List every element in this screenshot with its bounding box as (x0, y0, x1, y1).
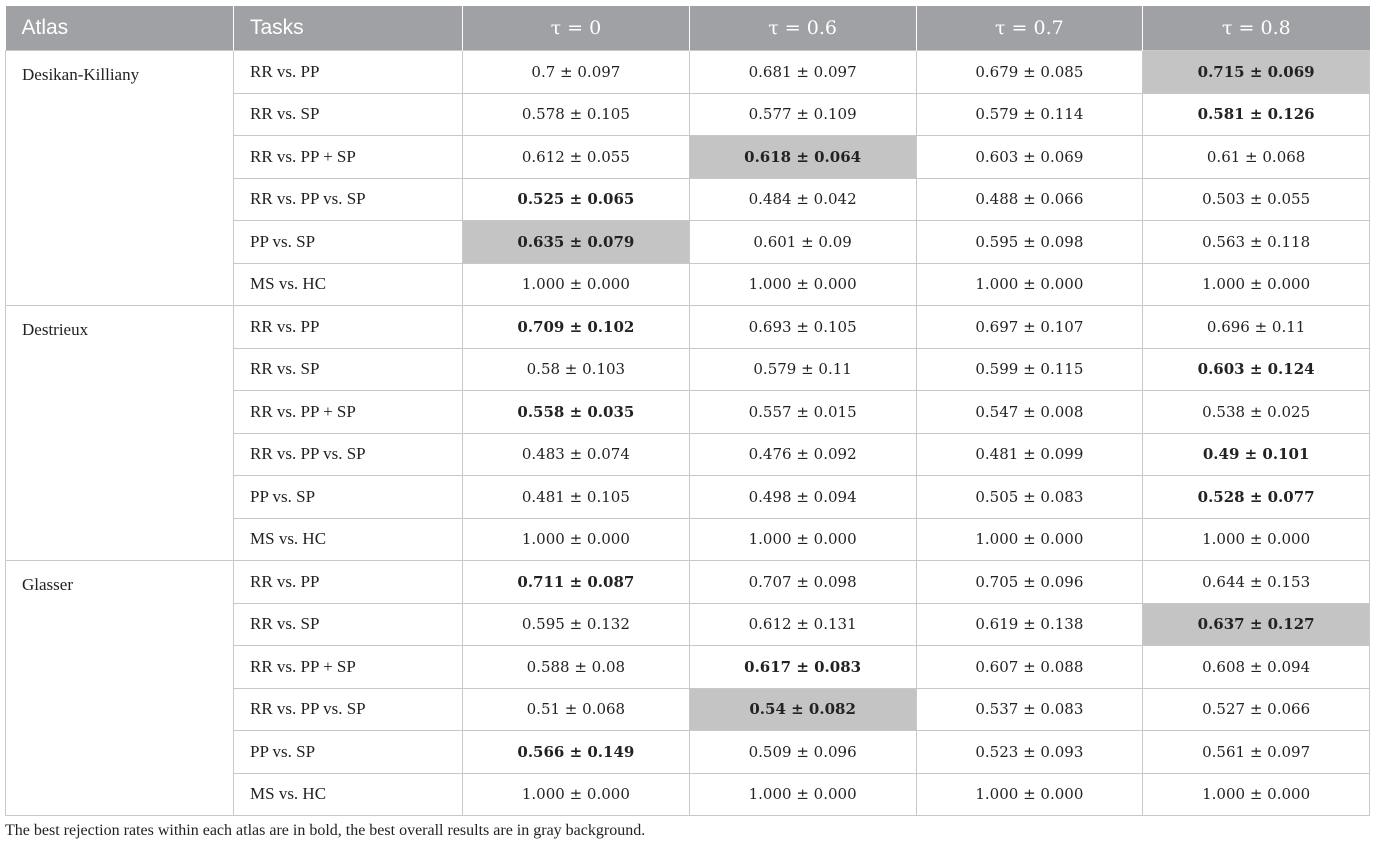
value-cell: 0.579 ± 0.114 (916, 93, 1143, 136)
value-cell: 0.579 ± 0.11 (689, 348, 916, 391)
task-cell: RR vs. SP (234, 348, 463, 391)
task-cell: RR vs. PP + SP (234, 646, 463, 689)
value-cell: 0.51 ± 0.068 (463, 688, 690, 731)
table-row (6, 306, 1370, 349)
task-cell: RR vs. SP (234, 603, 463, 646)
value-cell: 0.696 ± 0.11 (1143, 306, 1370, 349)
value-cell: 1.000 ± 0.000 (463, 518, 690, 561)
value-cell: 0.561 ± 0.097 (1143, 731, 1370, 774)
value-cell: 0.525 ± 0.065 (463, 178, 690, 221)
value-cell: 0.547 ± 0.008 (916, 391, 1143, 434)
value-cell: 0.707 ± 0.098 (689, 561, 916, 604)
value-cell: 0.503 ± 0.055 (1143, 178, 1370, 221)
value-cell: 0.527 ± 0.066 (1143, 688, 1370, 731)
task-cell: MS vs. HC (234, 773, 463, 816)
value-cell: 0.601 ± 0.09 (689, 221, 916, 264)
value-cell: 0.709 ± 0.102 (463, 306, 690, 349)
header-tau-0-6: τ = 0.6 (689, 6, 916, 51)
header-row (6, 6, 1370, 51)
header-atlas: Atlas (6, 6, 234, 51)
value-cell: 1.000 ± 0.000 (689, 518, 916, 561)
value-cell: 0.603 ± 0.069 (916, 136, 1143, 179)
value-cell: 0.595 ± 0.132 (463, 603, 690, 646)
value-cell: 0.635 ± 0.079 (463, 221, 690, 264)
value-cell: 0.61 ± 0.068 (1143, 136, 1370, 179)
value-cell: 1.000 ± 0.000 (463, 263, 690, 306)
value-cell: 0.618 ± 0.064 (689, 136, 916, 179)
value-cell: 0.523 ± 0.093 (916, 731, 1143, 774)
value-cell: 0.578 ± 0.105 (463, 93, 690, 136)
task-cell: RR vs. PP vs. SP (234, 178, 463, 221)
value-cell: 0.711 ± 0.087 (463, 561, 690, 604)
task-cell: MS vs. HC (234, 518, 463, 561)
atlas-cell: Desikan-Killiany (6, 51, 234, 306)
task-cell: PP vs. SP (234, 221, 463, 264)
results-table (5, 6, 1370, 816)
header-tasks: Tasks (234, 6, 463, 51)
value-cell: 0.603 ± 0.124 (1143, 348, 1370, 391)
value-cell: 0.566 ± 0.149 (463, 731, 690, 774)
value-cell: 0.481 ± 0.099 (916, 433, 1143, 476)
value-cell: 1.000 ± 0.000 (916, 518, 1143, 561)
task-cell: RR vs. PP (234, 306, 463, 349)
results-table-container (5, 6, 1369, 816)
task-cell: RR vs. PP (234, 561, 463, 604)
value-cell: 0.509 ± 0.096 (689, 731, 916, 774)
value-cell: 0.558 ± 0.035 (463, 391, 690, 434)
value-cell: 1.000 ± 0.000 (689, 263, 916, 306)
value-cell: 1.000 ± 0.000 (916, 773, 1143, 816)
value-cell: 0.595 ± 0.098 (916, 221, 1143, 264)
table-header (6, 6, 1370, 51)
value-cell: 0.693 ± 0.105 (689, 306, 916, 349)
value-cell: 1.000 ± 0.000 (916, 263, 1143, 306)
value-cell: 0.599 ± 0.115 (916, 348, 1143, 391)
task-cell: RR vs. PP (234, 51, 463, 94)
value-cell: 0.612 ± 0.055 (463, 136, 690, 179)
table-body (6, 51, 1370, 816)
value-cell: 0.612 ± 0.131 (689, 603, 916, 646)
header-tau-0: τ = 0 (463, 6, 690, 51)
task-cell: RR vs. PP + SP (234, 391, 463, 434)
task-cell: PP vs. SP (234, 731, 463, 774)
value-cell: 0.476 ± 0.092 (689, 433, 916, 476)
value-cell: 0.484 ± 0.042 (689, 178, 916, 221)
task-cell: MS vs. HC (234, 263, 463, 306)
value-cell: 0.528 ± 0.077 (1143, 476, 1370, 519)
atlas-cell: Glasser (6, 561, 234, 816)
value-cell: 1.000 ± 0.000 (1143, 518, 1370, 561)
value-cell: 0.537 ± 0.083 (916, 688, 1143, 731)
value-cell: 0.608 ± 0.094 (1143, 646, 1370, 689)
table-row (6, 561, 1370, 604)
value-cell: 0.637 ± 0.127 (1143, 603, 1370, 646)
value-cell: 0.588 ± 0.08 (463, 646, 690, 689)
value-cell: 0.679 ± 0.085 (916, 51, 1143, 94)
value-cell: 1.000 ± 0.000 (1143, 773, 1370, 816)
value-cell: 0.488 ± 0.066 (916, 178, 1143, 221)
table-footnote: The best rejection rates within each atlas are in bold, the best overall results are in gray background. (5, 822, 646, 839)
value-cell: 0.54 ± 0.082 (689, 688, 916, 731)
value-cell: 0.644 ± 0.153 (1143, 561, 1370, 604)
value-cell: 0.715 ± 0.069 (1143, 51, 1370, 94)
value-cell: 0.557 ± 0.015 (689, 391, 916, 434)
value-cell: 0.607 ± 0.088 (916, 646, 1143, 689)
value-cell: 0.481 ± 0.105 (463, 476, 690, 519)
task-cell: RR vs. SP (234, 93, 463, 136)
atlas-cell: Destrieux (6, 306, 234, 561)
task-cell: RR vs. PP + SP (234, 136, 463, 179)
value-cell: 0.705 ± 0.096 (916, 561, 1143, 604)
value-cell: 1.000 ± 0.000 (689, 773, 916, 816)
header-tau-0-7: τ = 0.7 (916, 6, 1143, 51)
value-cell: 0.483 ± 0.074 (463, 433, 690, 476)
value-cell: 0.619 ± 0.138 (916, 603, 1143, 646)
header-tau-0-8: τ = 0.8 (1143, 6, 1370, 51)
task-cell: RR vs. PP vs. SP (234, 688, 463, 731)
value-cell: 0.617 ± 0.083 (689, 646, 916, 689)
value-cell: 0.7 ± 0.097 (463, 51, 690, 94)
table-row (6, 51, 1370, 94)
value-cell: 0.58 ± 0.103 (463, 348, 690, 391)
value-cell: 0.49 ± 0.101 (1143, 433, 1370, 476)
value-cell: 1.000 ± 0.000 (1143, 263, 1370, 306)
value-cell: 0.581 ± 0.126 (1143, 93, 1370, 136)
value-cell: 0.538 ± 0.025 (1143, 391, 1370, 434)
value-cell: 0.563 ± 0.118 (1143, 221, 1370, 264)
task-cell: PP vs. SP (234, 476, 463, 519)
value-cell: 1.000 ± 0.000 (463, 773, 690, 816)
value-cell: 0.681 ± 0.097 (689, 51, 916, 94)
value-cell: 0.697 ± 0.107 (916, 306, 1143, 349)
value-cell: 0.498 ± 0.094 (689, 476, 916, 519)
task-cell: RR vs. PP vs. SP (234, 433, 463, 476)
value-cell: 0.505 ± 0.083 (916, 476, 1143, 519)
value-cell: 0.577 ± 0.109 (689, 93, 916, 136)
